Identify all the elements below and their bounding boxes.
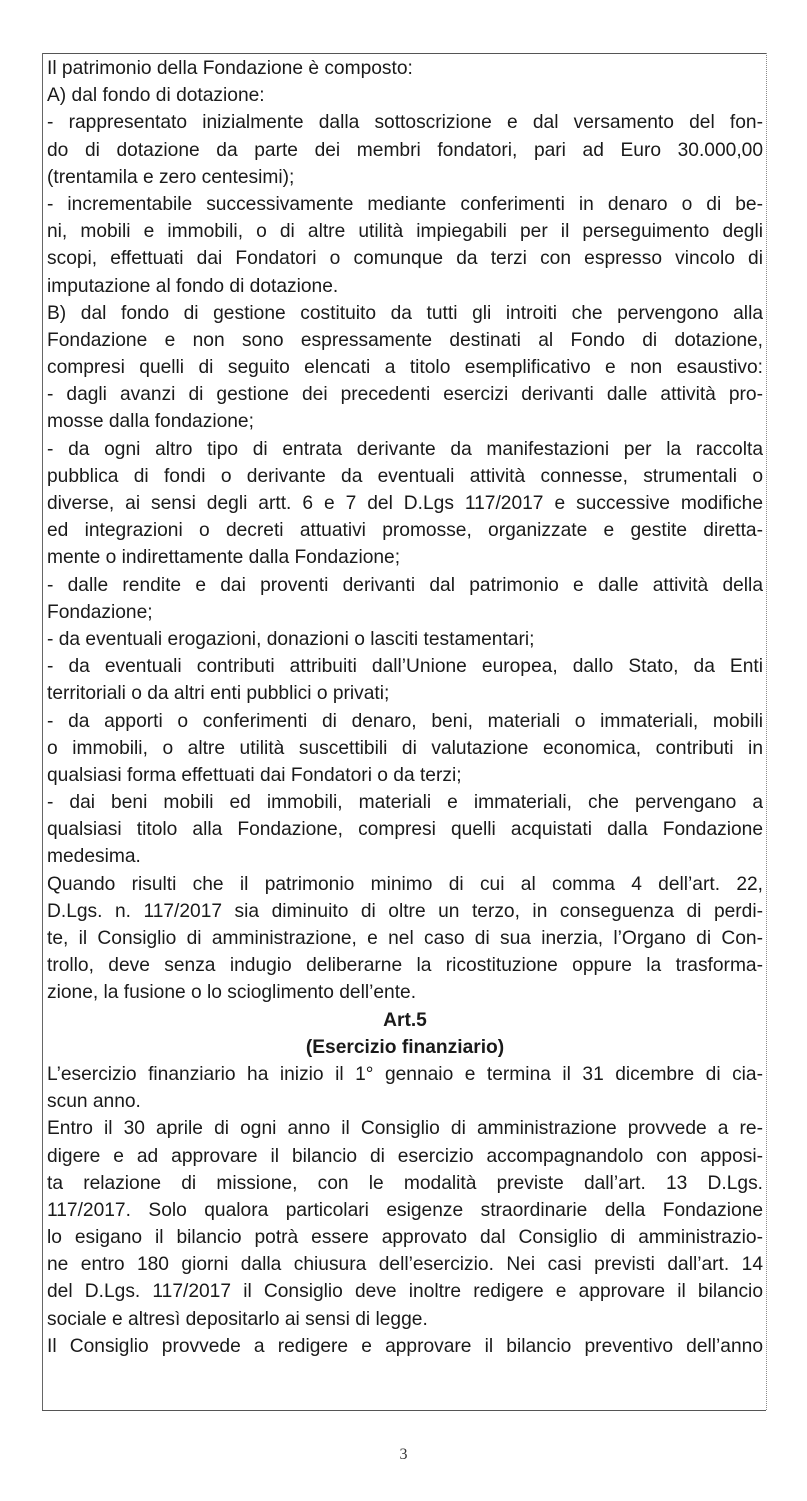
text-line: imputazione al fondo di dotazione. (47, 275, 339, 297)
text-line: del D.Lgs. 117/2017 il Consiglio deve inoltre redigere e approvare il bilancio (47, 1281, 763, 1303)
text-line: 117/2017. Solo qualora particolari esigenze straordinarie della Fondazione (47, 1199, 763, 1221)
page-number: 3 (399, 1446, 408, 1463)
text-line: trollo, deve senza indugio deliberarne la ricostituzione oppure la trasforma- (47, 955, 763, 977)
text-line: o immobili, o altre utilità suscettibili di valutazione economica, contributi in (47, 737, 763, 759)
text-line: digere e ad approvare il bilancio di esercizio accompagnandolo con apposi- (47, 1145, 763, 1167)
text-line: Quando risulti che il patrimonio minimo di cui al comma 4 dell’art. 22, (47, 873, 763, 895)
text-line: zione, la fusione o lo scioglimento dell’ente. (47, 982, 417, 1004)
text-line: - da apporti o conferimenti di denaro, beni, materiali o immateriali, mobili (47, 710, 763, 732)
text-line: Fondazione; (47, 601, 153, 623)
text-line: scopi, effettuati dai Fondatori o comunque da terzi con espresso vincolo di (47, 248, 763, 270)
text-line: Il patrimonio della Fondazione è composto: (47, 58, 413, 79)
document-body (47, 55, 763, 1360)
text-line: pubblica di fondi o derivante da eventuali attività connesse, strumentali o (47, 465, 763, 487)
text-line: ta relazione di missione, con le modalità previste dall’art. 13 D.Lgs. (47, 1172, 763, 1194)
text-line: sociale e altresì depositarlo ai sensi di legge. (47, 1308, 428, 1330)
text-line: B) dal fondo di gestione costituito da tutti gli introiti che pervengono alla (47, 302, 763, 324)
text-line: territoriali o da altri enti pubblici o privati; (47, 683, 390, 705)
text-line: D.Lgs. n. 117/2017 sia diminuito di oltre un terzo, in conseguenza di perdi- (47, 900, 763, 922)
frame-bottom-rule (42, 1410, 766, 1411)
text-line: ed integrazioni o decreti attuativi promosse, organizzate e gestite diretta- (47, 520, 763, 542)
frame-right-rule (766, 53, 767, 1410)
text-line: Il Consiglio provvede a redigere e approvare il bilancio preventivo dell’anno (47, 1335, 763, 1357)
text-line: - dagli avanzi di gestione dei precedenti esercizi derivanti dalle attività pro- (47, 384, 763, 406)
text-line: - dalle rendite e dai proventi derivanti dal patrimonio e dalle attività della (47, 574, 763, 596)
frame-left-rule (42, 53, 43, 1410)
text-line: ne entro 180 giorni dalla chiusura dell’esercizio. Nei casi previsti dall’art. 14 (47, 1254, 763, 1276)
text-line: Entro il 30 aprile di ogni anno il Consiglio di amministrazione provvede a re- (47, 1118, 763, 1140)
text-line: - incrementabile successivamente mediante conferimenti in denaro o di be- (47, 193, 763, 215)
text-line: - rappresentato inizialmente dalla sottoscrizione e dal versamento del fon- (47, 112, 763, 134)
section-heading: (Esercizio finanziario) (305, 1036, 505, 1058)
text-line: - da ogni altro tipo di entrata derivante da manifestazioni per la raccolta (47, 438, 763, 460)
text-line: mosse dalla fondazione; (47, 411, 254, 433)
text-line: qualsiasi titolo alla Fondazione, compresi quelli acquistati dalla Fondazione (47, 819, 763, 841)
text-line: medesima. (47, 846, 141, 868)
frame-top-rule (42, 53, 766, 54)
text-line: scun anno. (47, 1091, 141, 1113)
text-line: do di dotazione da parte dei membri fondatori, pari ad Euro 30.000,00 (47, 139, 763, 161)
text-line: Fondazione e non sono espressamente destinati al Fondo di dotazione, (47, 329, 763, 351)
text-line: compresi quelli di seguito elencati a titolo esemplificativo e non esaustivo: (47, 357, 763, 379)
text-line: te, il Consiglio di amministrazione, e nel caso di sua inerzia, l’Organo di Con- (47, 928, 763, 949)
text-line: qualsiasi forma effettuati dai Fondatori o da terzi; (47, 764, 462, 786)
text-line: diverse, ai sensi degli artt. 6 e 7 del D.Lgs 117/2017 e successive modifiche (47, 493, 763, 514)
text-line: ni, mobili e immobili, o di altre utilità impiegabili per il perseguimento degli (47, 221, 763, 243)
text-line: - da eventuali erogazioni, donazioni o lasciti testamentari; (47, 628, 535, 650)
text-line: - da eventuali contributi attribuiti dall’Unione europea, dallo Stato, da Enti (47, 656, 763, 678)
text-line: (trentamila e zero centesimi); (47, 166, 295, 188)
text-line: - dai beni mobili ed immobili, materiali e immateriali, che pervengano a (47, 792, 763, 814)
text-line: lo esigano il bilancio potrà essere approvato dal Consiglio di amministrazio- (47, 1227, 763, 1249)
text-line: A) dal fondo di dotazione: (47, 85, 265, 107)
section-heading: Art.5 (383, 1009, 427, 1031)
text-line: L’esercizio finanziario ha inizio il 1° gennaio e termina il 31 dicembre di cia- (47, 1063, 763, 1085)
text-line: mente o indirettamente dalla Fondazione; (47, 547, 401, 569)
